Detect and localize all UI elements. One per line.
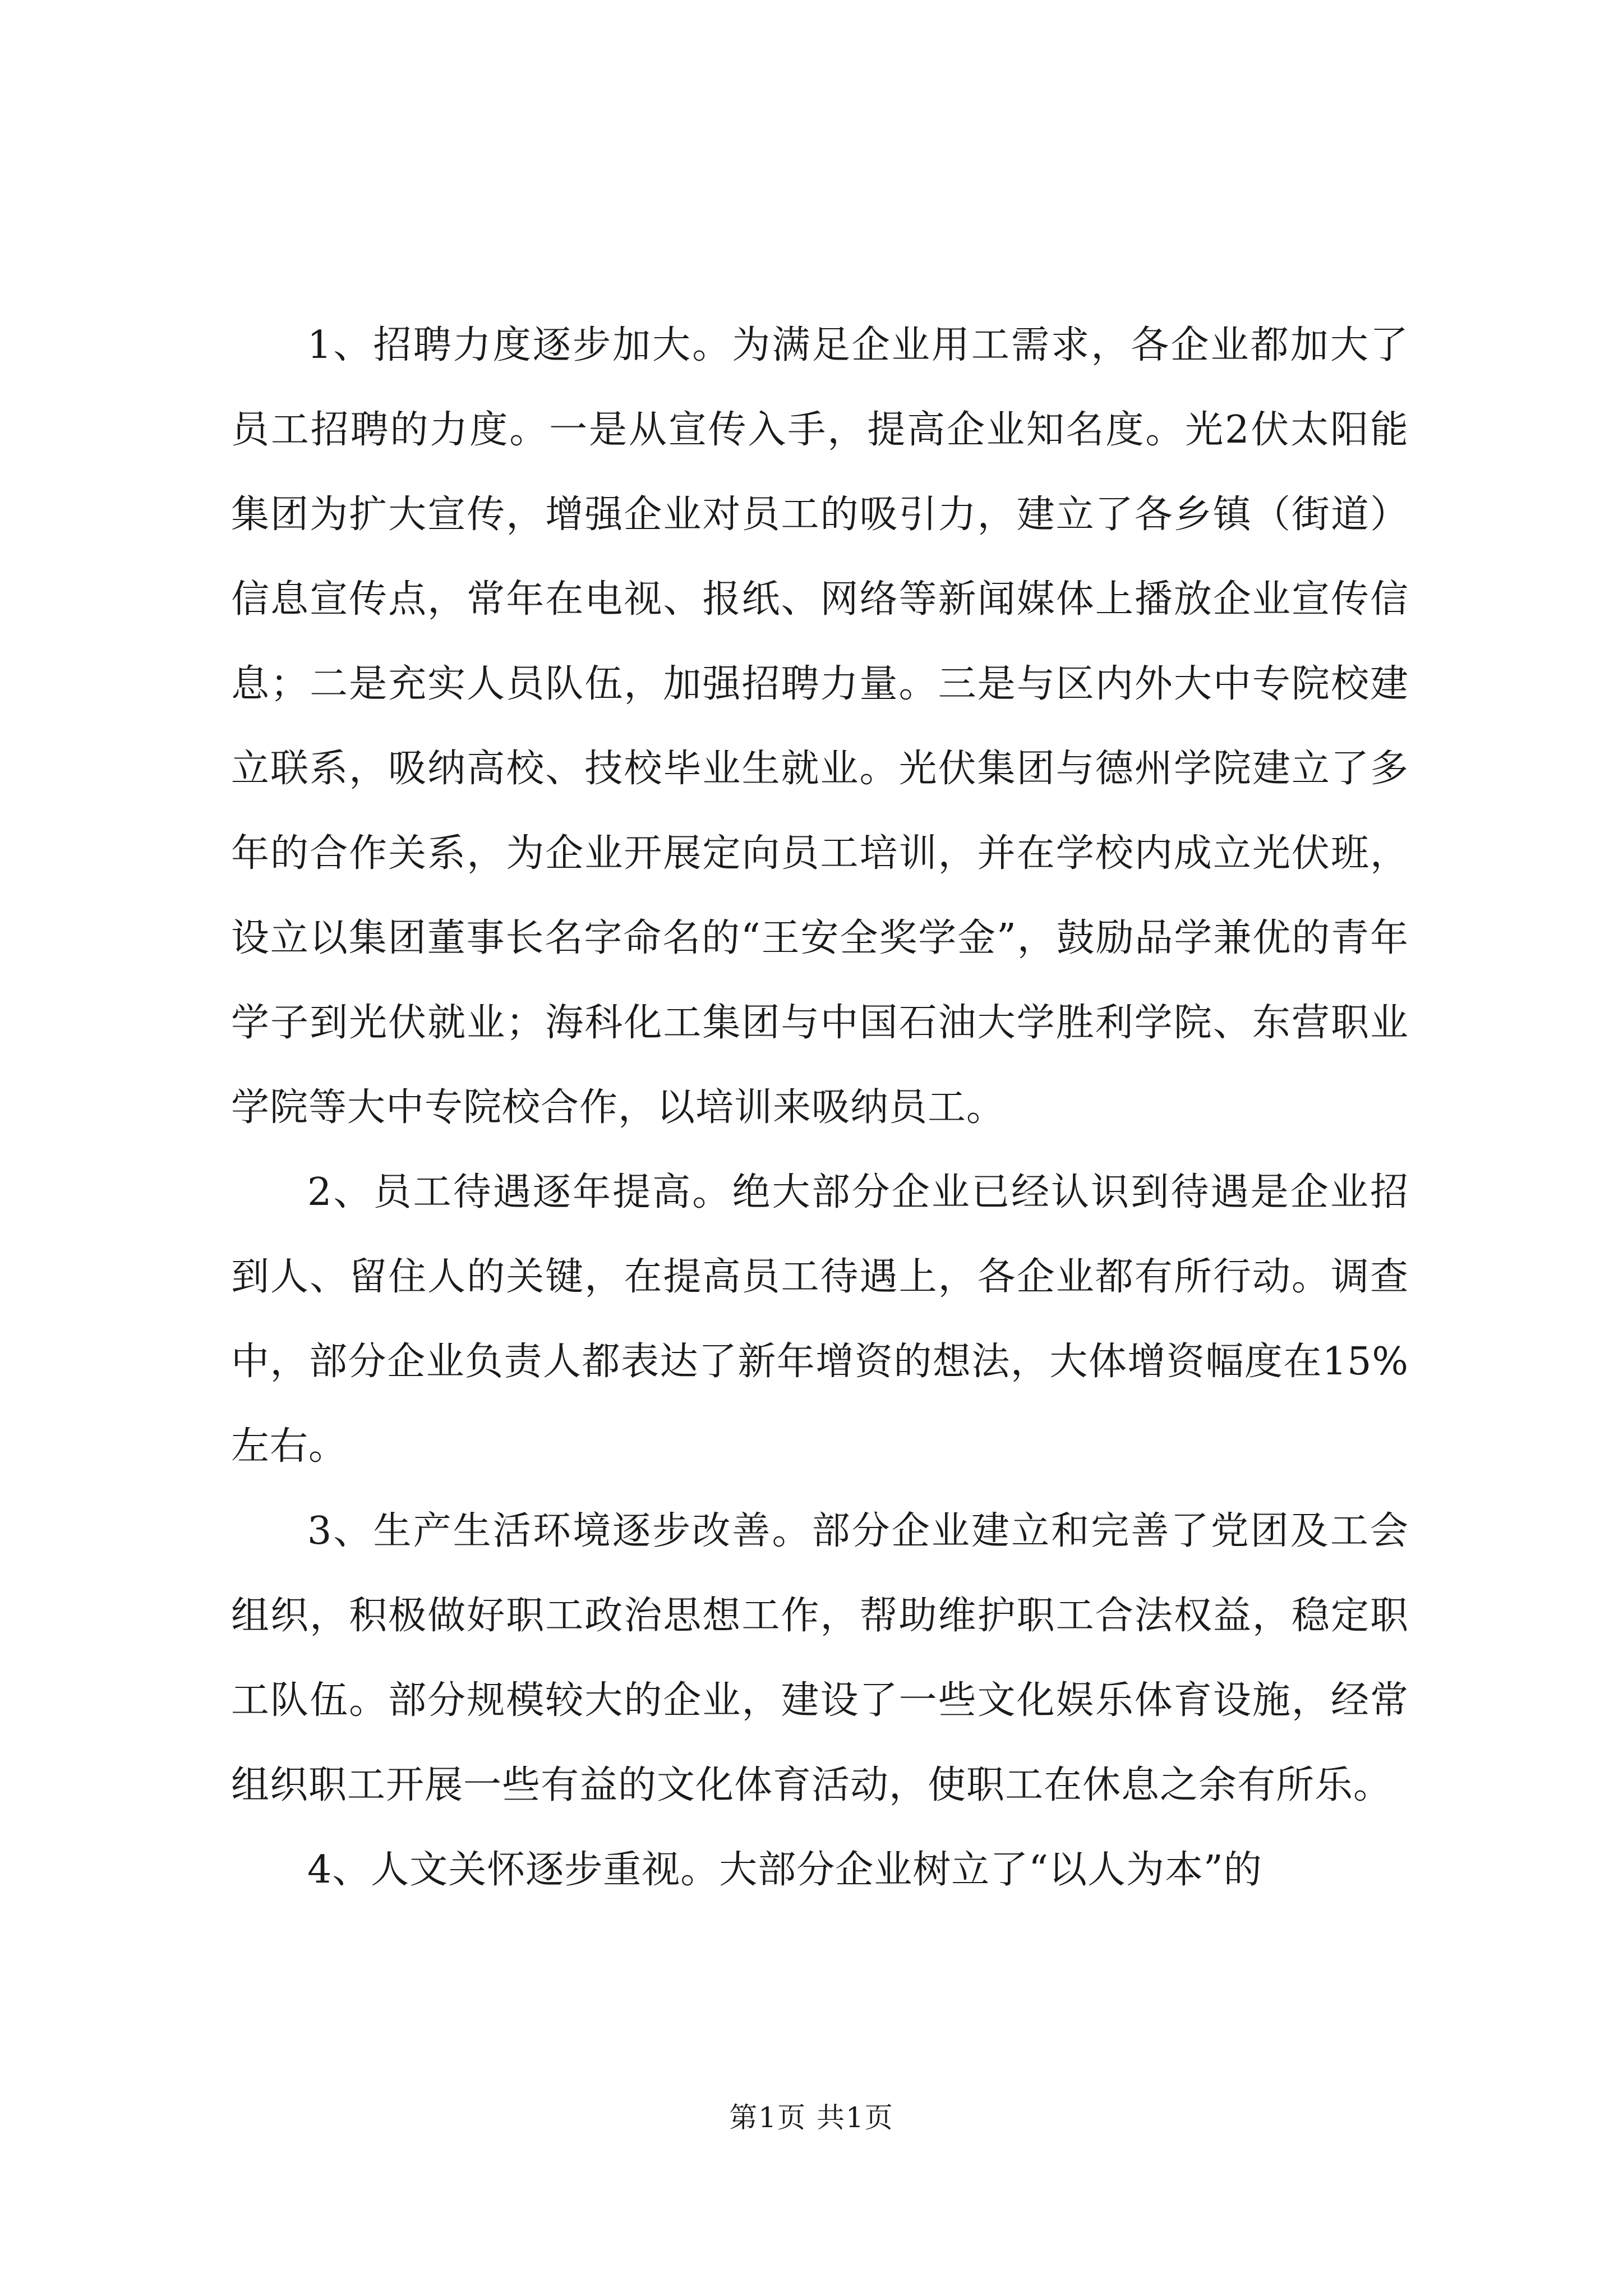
paragraph-2: 2、员工待遇逐年提高。绝大部分企业已经认识到待遇是企业招到人、留住人的关键，在提高员工待遇上，各企业都有所行动。调查中，部分企业负责人都表达了新年增资的想法，大体增资幅度在15%左右。	[231, 1170, 1409, 1469]
paragraph-1: 1、招聘力度逐步加大。为满足企业用工需求，各企业都加大了员工招聘的力度。一是从宣传入手，提高企业知名度。光2伏太阳能集团为扩大宣传，增强企业对员工的吸引力，建立了各乡镇（街道）信息宣传点，常年在电视、报纸、网络等新闻媒体上播放企业宣传信息；二是充实人员队伍，加强招聘力量。三是与区内外大中专院校建立联系，吸纳高校、技校毕业生就业。光伏集团与德州学院建立了多年的合作关系，为企业开展定向员工培训，并在学校内成立光伏班，设立以集团董事长名字命名的“王安全奖学金”，鼓励品学兼优的青年学子到光伏就业；海科化工集团与中国石油大学胜利学院、东营职业学院等大中专院校合作，以培训来吸纳员工。	[231, 323, 1409, 1130]
paragraph-3: 3、生产生活环境逐步改善。部分企业建立和完善了党团及工会组织，积极做好职工政治思想工作，帮助维护职工合法权益，稳定职工队伍。部分规模较大的企业，建设了一些文化娱乐体育设施，经常组织职工开展一些有益的文化体育活动，使职工在休息之余有所乐。	[231, 1509, 1409, 1807]
paragraph-4: 4、人文关怀逐步重视。大部分企业树立了“以人为本”的	[307, 1848, 1262, 1892]
document-body	[231, 303, 1409, 1912]
page-footer: 第1页 共1页	[729, 2101, 894, 2134]
